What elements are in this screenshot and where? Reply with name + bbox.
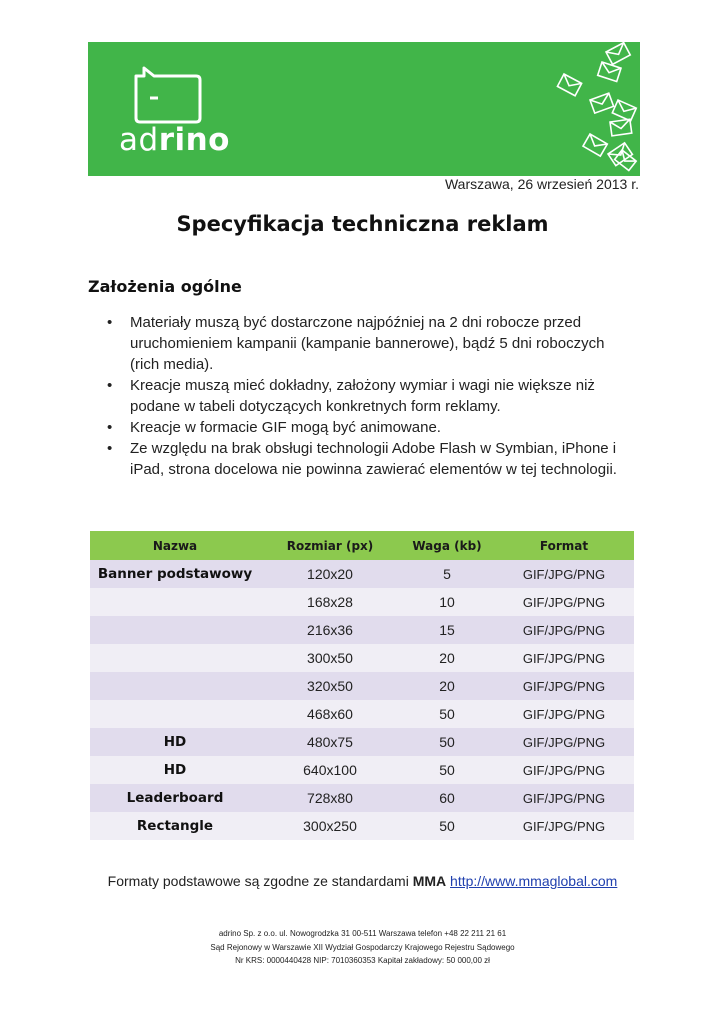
cell-name: HD	[90, 756, 260, 784]
cell-name	[90, 616, 260, 644]
table-row	[90, 756, 634, 784]
table-row	[90, 700, 634, 728]
mma-link[interactable]: http://www.mmaglobal.com	[450, 873, 618, 889]
table-row	[90, 560, 634, 588]
cell-size: 300x250	[260, 812, 400, 840]
requirements-list	[88, 312, 633, 480]
cell-name	[90, 588, 260, 616]
cell-format: GIF/JPG/PNG	[494, 812, 634, 840]
standards-note	[0, 873, 725, 889]
company-footer	[0, 927, 725, 968]
cell-format: GIF/JPG/PNG	[494, 616, 634, 644]
header-banner	[88, 42, 640, 176]
column-header: Nazwa	[90, 531, 260, 560]
cell-name	[90, 644, 260, 672]
list-item: • Materiały muszą być dostarczone najpóźniej na 2 dni robocze przed uruchomieniem kampanii (kampanie bannerowe), bądź 5 dni roboczych (rich media).	[88, 312, 633, 375]
cell-name: Rectangle	[90, 812, 260, 840]
note-text: Formaty podstawowe są zgodne ze standardami	[107, 873, 413, 889]
envelopes-icon	[510, 42, 640, 176]
page-title: Specyfikacja techniczna reklam	[176, 212, 549, 236]
cell-name	[90, 672, 260, 700]
note-standard: MMA	[412, 873, 447, 889]
cell-size: 216x36	[260, 616, 400, 644]
cell-format: GIF/JPG/PNG	[494, 784, 634, 812]
table-row	[90, 672, 634, 700]
cell-format: GIF/JPG/PNG	[494, 644, 634, 672]
cell-weight: 50	[400, 728, 494, 756]
cell-name: HD	[90, 728, 260, 756]
cell-size: 480x75	[260, 728, 400, 756]
cell-weight: 50	[400, 756, 494, 784]
section-title: Założenia ogólne	[88, 277, 242, 296]
logo-icon	[132, 66, 204, 126]
cell-name: Banner podstawowy	[90, 560, 260, 588]
column-header: Waga (kb)	[400, 531, 494, 560]
ad-spec-table	[90, 531, 634, 840]
table-row	[90, 812, 634, 840]
table-row	[90, 588, 634, 616]
table-row	[90, 728, 634, 756]
cell-size: 640x100	[260, 756, 400, 784]
cell-weight: 50	[400, 700, 494, 728]
footer-line: Sąd Rejonowy w Warszawie XII Wydział Gospodarczy Krajowego Rejestru Sądowego	[210, 942, 515, 952]
cell-weight: 60	[400, 784, 494, 812]
cell-name: Leaderboard	[90, 784, 260, 812]
column-header: Format	[494, 531, 634, 560]
footer-line: Nr KRS: 0000440428 NIP: 7010360353 Kapitał zakładowy: 50 000,00 zł	[235, 956, 490, 965]
cell-size: 120x20	[260, 560, 400, 588]
cell-format: GIF/JPG/PNG	[494, 756, 634, 784]
list-item: • Ze względu na brak obsługi technologii Adobe Flash w Symbian, iPhone i iPad, strona docelowa nie powinna zawierać elementów w tej technologii.	[88, 438, 633, 480]
cell-weight: 10	[400, 588, 494, 616]
cell-size: 468x60	[260, 700, 400, 728]
cell-size: 168x28	[260, 588, 400, 616]
cell-format: GIF/JPG/PNG	[494, 728, 634, 756]
cell-format: GIF/JPG/PNG	[494, 560, 634, 588]
table-row	[90, 644, 634, 672]
cell-weight: 50	[400, 812, 494, 840]
table-row	[90, 784, 634, 812]
table-row	[90, 616, 634, 644]
cell-weight: 5	[400, 560, 494, 588]
footer-line: adrino Sp. z o.o. ul. Nowogrodzka 31 00-511 Warszawa telefon +48 22 211 21 61	[218, 929, 507, 938]
cell-size: 728x80	[260, 784, 400, 812]
cell-format: GIF/JPG/PNG	[494, 672, 634, 700]
list-item: • Kreacje w formacie GIF mogą być animowane.	[88, 417, 633, 438]
logo-text: adrino	[119, 122, 230, 158]
document-date: Warszawa, 26 wrzesień 2013 r.	[444, 176, 639, 192]
cell-weight: 20	[400, 644, 494, 672]
cell-format: GIF/JPG/PNG	[494, 700, 634, 728]
cell-size: 300x50	[260, 644, 400, 672]
cell-format: GIF/JPG/PNG	[494, 588, 634, 616]
cell-name	[90, 700, 260, 728]
list-item: • Kreacje muszą mieć dokładny, założony wymiar i wagi nie większe niż podane w tabeli dotyczących konkretnych form reklamy.	[88, 375, 633, 417]
table-header-row	[90, 531, 634, 560]
cell-weight: 15	[400, 616, 494, 644]
column-header: Rozmiar (px)	[260, 531, 400, 560]
cell-size: 320x50	[260, 672, 400, 700]
cell-weight: 20	[400, 672, 494, 700]
